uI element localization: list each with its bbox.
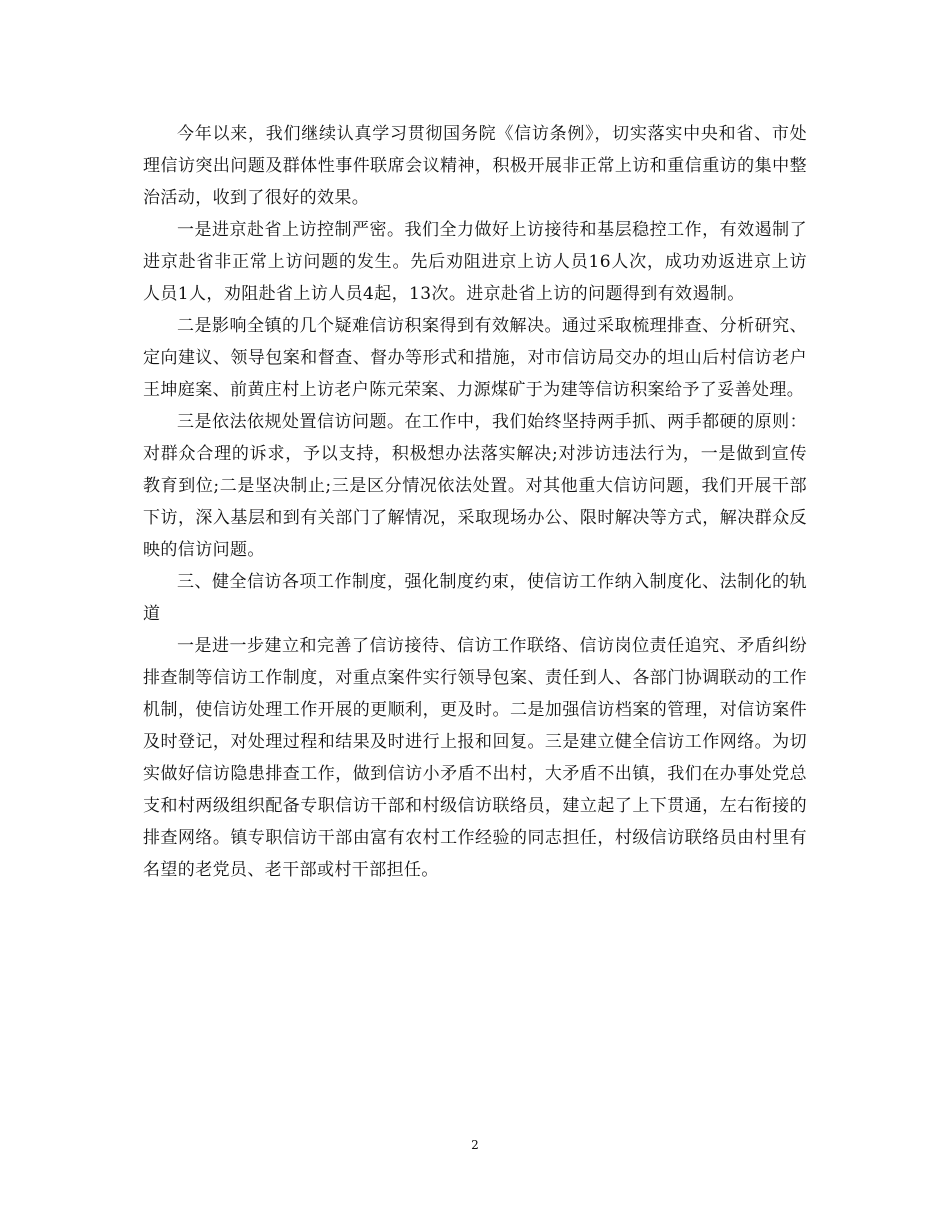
document-body: [143, 118, 807, 886]
paragraph-petition-control: 一是进京赴省上访控制严密。我们全力做好上访接待和基层稳控工作，有效遏制了进京赴省非正常上访问题的发生。先后劝阻进京上访人员16人次，成功劝返进京上访人员1人，劝阻赴省上访人员4起，13次。进京赴省上访的问题得到有效遏制。: [143, 220, 807, 304]
section-heading-systems: 三、健全信访各项工作制度，强化制度约束，使信访工作纳入制度化、法制化的轨道: [143, 572, 807, 624]
paragraph-backlog-cases: 二是影响全镇的几个疑难信访积案得到有效解决。通过采取梳理排查、分析研究、定向建议、领导包案和督查、督办等形式和措施，对市信访局交办的坦山后村信访老户王坤庭案、前黄庄村上访老户陈元荣案、力源煤矿于为建等信访积案给予了妥善处理。: [143, 316, 807, 400]
paragraph-intro: 今年以来，我们继续认真学习贯彻国务院《信访条例》，切实落实中央和省、市处理信访突出问题及群体性事件联席会议精神，积极开展非正常上访和重信重访的集中整治活动，收到了很好的效果。: [143, 124, 807, 208]
page-number: 2: [471, 1138, 479, 1152]
paragraph-legal-handling: 三是依法依规处置信访问题。在工作中，我们始终坚持两手抓、两手都硬的原则：对群众合理的诉求，予以支持，积极想办法落实解决;对涉访违法行为，一是做到宣传教育到位;二是坚决制止;三是区分情况依法处置。对其他重大信访问题，我们开展干部下访，深入基层和到有关部门了解情况，采取现场办公、限时解决等方式，解决群众反映的信访问题。: [143, 412, 807, 560]
paragraph-work-systems: 一是进一步建立和完善了信访接待、信访工作联络、信访岗位责任追究、矛盾纠纷排查制等信访工作制度，对重点案件实行领导包案、责任到人、各部门协调联动的工作机制，使信访处理工作开展的更顺利，更及时。二是加强信访档案的管理，对信访案件及时登记，对处理过程和结果及时进行上报和回复。三是建立健全信访工作网络。为切实做好信访隐患排查工作，做到信访小矛盾不出村，大矛盾不出镇，我们在办事处党总支和村两级组织配备专职信访干部和村级信访联络员，建立起了上下贯通，左右衔接的排查网络。镇专职信访干部由富有农村工作经验的同志担任，村级信访联络员由村里有名望的老党员、老干部或村干部担任。: [143, 636, 807, 880]
